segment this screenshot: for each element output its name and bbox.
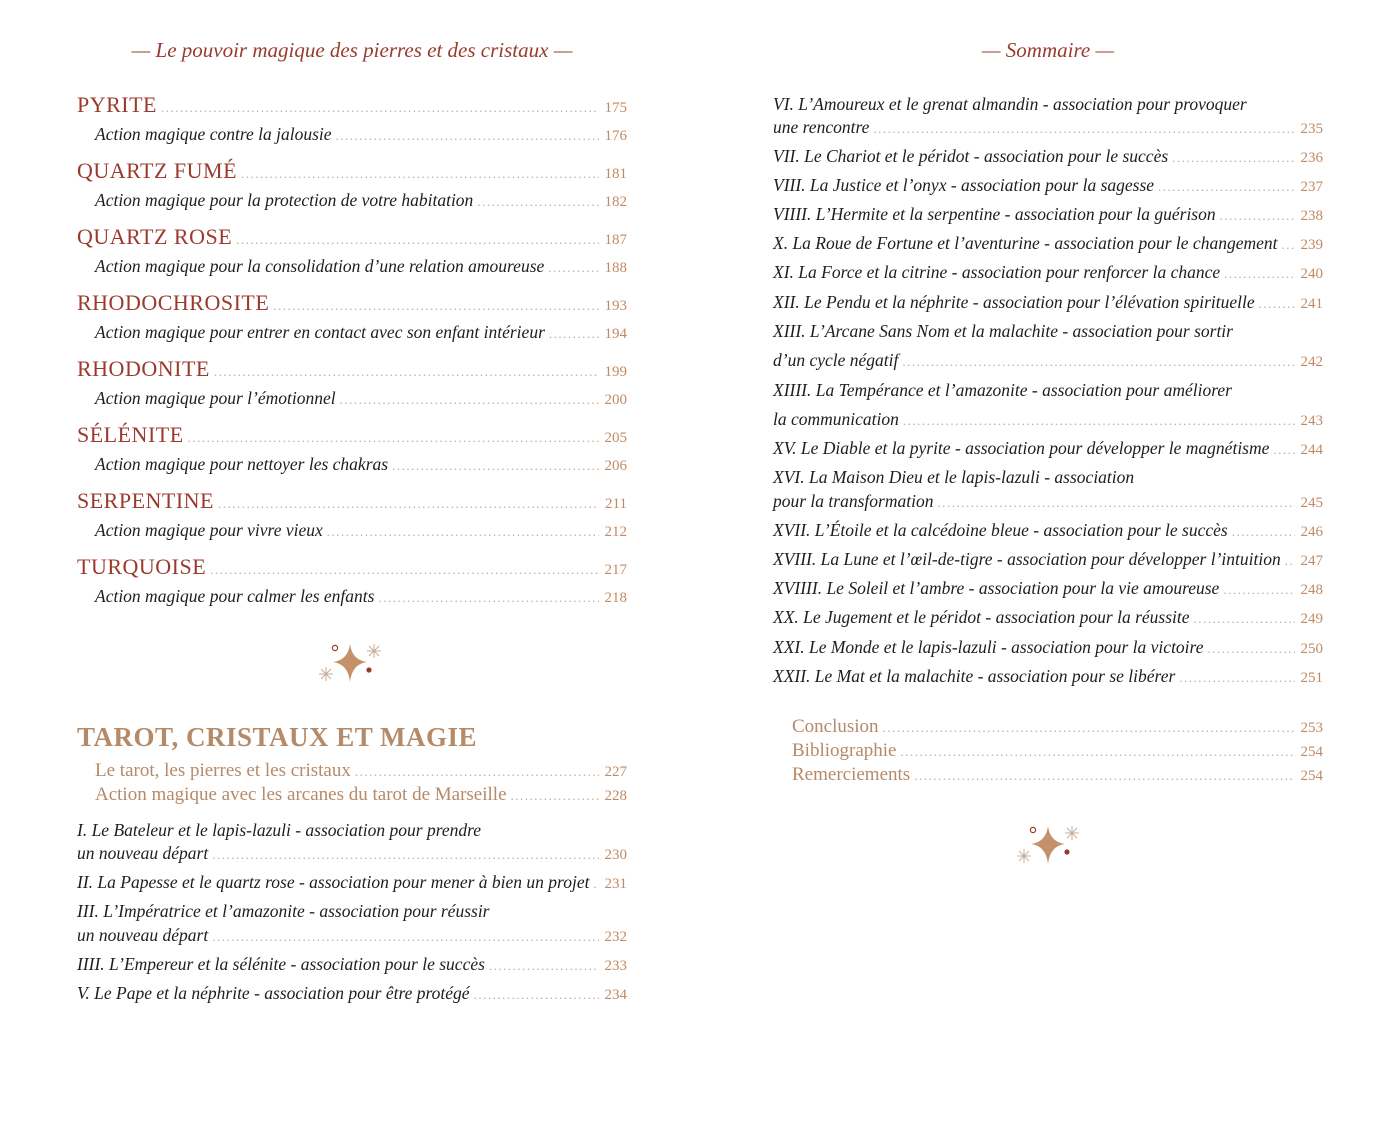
toc-entry-action[interactable]: Action magique pour vivre vieux ..... 212	[77, 520, 627, 541]
leader-dots	[489, 958, 599, 974]
leader-dots	[392, 458, 599, 474]
page-number: 247	[1300, 553, 1323, 569]
page-number: 245	[1300, 495, 1323, 511]
leader-dots	[477, 194, 599, 210]
toc-entry-stone[interactable]: TURQUOISE ..... 217	[77, 554, 627, 580]
toc-entry-arcana[interactable]: XI. La Force et la citrine - association pour renforcer la chance ..... 240	[773, 262, 1323, 283]
leader-dots	[1232, 524, 1295, 540]
page-number: 212	[604, 524, 627, 540]
toc-entry-arcana[interactable]: d’un cycle négatif ..... 242	[773, 350, 1323, 371]
page-number: 239	[1300, 237, 1323, 253]
toc-entry-arcana[interactable]: pour la transformation ..... 245	[773, 491, 1323, 512]
leader-dots	[1259, 296, 1295, 312]
leader-dots	[161, 100, 599, 116]
leader-dots	[327, 524, 599, 540]
page-number: 231	[604, 876, 627, 892]
toc-entry-arcana[interactable]: XX. Le Jugement et le péridot - association pour la réussite ..... 249	[773, 607, 1323, 628]
toc-entry-stone[interactable]: QUARTZ FUMÉ ..... 181	[77, 158, 627, 184]
page-number: 199	[604, 364, 627, 380]
leader-dots	[236, 232, 599, 248]
page-number: 218	[604, 590, 627, 606]
leader-dots	[210, 562, 599, 578]
toc-entry-intro[interactable]: Le tarot, les pierres et les cristaux ..... 227	[77, 760, 627, 782]
toc-entry-arcana[interactable]: un nouveau départ ..... 230	[77, 843, 627, 864]
toc-entry-conclusion[interactable]: Conclusion ..... 253	[773, 716, 1323, 738]
toc-entry-arcana-line1: XIII. L’Arcane Sans Nom et la malachite - association pour sortir	[773, 321, 1233, 341]
toc-entry-arcana[interactable]: IIII. L’Empereur et la sélénite - association pour le succès ..... 233	[77, 954, 627, 975]
toc-entry-action[interactable]: Action magique pour entrer en contact avec son enfant intérieur ..... 194	[77, 322, 627, 343]
toc-entry-action[interactable]: Action magique pour nettoyer les chakras ..... 206	[77, 454, 627, 475]
leader-dots	[1172, 150, 1295, 166]
leader-dots	[937, 495, 1295, 511]
toc-entry-arcana[interactable]: XXII. Le Mat et la malachite - association pour se libérer ..... 251	[773, 666, 1323, 687]
toc-entry-arcana-line1: I. Le Bateleur et le lapis-lazuli - association pour prendre	[77, 820, 482, 840]
leader-dots	[1285, 553, 1295, 569]
leader-dots	[1224, 266, 1295, 282]
page-number: 244	[1300, 442, 1323, 458]
page-number: 176	[604, 128, 627, 144]
toc-entry-arcana[interactable]: II. La Papesse et le quartz rose - association pour mener à bien un projet ..... 231	[77, 872, 627, 893]
leader-dots	[188, 430, 599, 446]
toc-entry-arcana[interactable]: XV. Le Diable et la pyrite - association pour développer le magnétisme ..... 244	[773, 438, 1323, 459]
page-number: 181	[604, 166, 627, 182]
leader-dots	[900, 744, 1295, 760]
page-number: 188	[604, 260, 627, 276]
toc-entry-stone[interactable]: SÉLÉNITE ..... 205	[77, 422, 627, 448]
sparkle-ornament-icon	[1015, 822, 1085, 870]
toc-entry-stone[interactable]: QUARTZ ROSE ..... 187	[77, 224, 627, 250]
leader-dots	[474, 987, 599, 1003]
page-number: 194	[604, 326, 627, 342]
toc-entry-arcana[interactable]: XII. Le Pendu et la néphrite - association pour l’élévation spirituelle ..... 241	[773, 292, 1323, 313]
toc-entry-arcana-line1: XIIII. La Tempérance et l’amazonite - association pour améliorer	[773, 380, 1232, 400]
toc-entry-arcana[interactable]: V. Le Pape et la néphrite - association pour être protégé ..... 234	[77, 983, 627, 1004]
leader-dots	[1194, 611, 1295, 627]
leader-dots	[212, 847, 599, 863]
section-title: TAROT, CRISTAUX ET MAGIE	[77, 722, 478, 752]
leader-dots	[336, 128, 599, 144]
leader-dots	[1207, 641, 1295, 657]
page-number: 246	[1300, 524, 1323, 540]
leader-dots	[1220, 208, 1295, 224]
leader-dots	[214, 364, 599, 380]
leader-dots	[883, 720, 1295, 736]
toc-entry-action[interactable]: Action magique pour la protection de votre habitation ..... 182	[77, 190, 627, 211]
leader-dots	[914, 768, 1295, 784]
page-number: 211	[605, 496, 627, 512]
toc-entry-action[interactable]: Action magique pour la consolidation d’une relation amoureuse ..... 188	[77, 256, 627, 277]
leader-dots	[1223, 582, 1295, 598]
toc-entry-arcana[interactable]: XVIIII. Le Soleil et l’ambre - association pour la vie amoureuse ..... 248	[773, 578, 1323, 599]
toc-entry-arcana-line1: VI. L’Amoureux et le grenat almandin - association pour provoquer	[773, 94, 1247, 114]
page-number: 251	[1300, 670, 1323, 686]
toc-entry-arcana[interactable]: un nouveau départ ..... 232	[77, 925, 627, 946]
page-number: 241	[1300, 296, 1323, 312]
leader-dots	[1273, 442, 1295, 458]
page-number: 205	[604, 430, 627, 446]
toc-entry-stone[interactable]: RHODONITE ..... 199	[77, 356, 627, 382]
page-number: 175	[604, 100, 627, 116]
running-head: — Le pouvoir magique des pierres et des cristaux —	[131, 38, 573, 62]
page-number: 200	[604, 392, 627, 408]
leader-dots	[340, 392, 599, 408]
toc-entry-arcana[interactable]: XVII. L’Étoile et la calcédoine bleue - association pour le succès ..... 246	[773, 520, 1323, 541]
page-number: 254	[1300, 768, 1323, 784]
leader-dots	[1281, 237, 1295, 253]
leader-dots	[1158, 179, 1295, 195]
page-number: 187	[604, 232, 627, 248]
page-number: 254	[1300, 744, 1323, 760]
leader-dots	[548, 260, 599, 276]
leader-dots	[511, 788, 600, 804]
toc-entry-bibliographie[interactable]: Bibliographie ..... 254	[773, 740, 1323, 762]
page-number: 253	[1300, 720, 1323, 736]
leader-dots	[902, 354, 1295, 370]
page-number: 233	[604, 958, 627, 974]
sparkle-ornament-icon	[317, 640, 387, 688]
toc-entry-arcana[interactable]: VIII. La Justice et l’onyx - association pour la sagesse ..... 237	[773, 175, 1323, 196]
leader-dots	[593, 876, 599, 892]
toc-entry-arcana[interactable]: la communication ..... 243	[773, 409, 1323, 430]
toc-entry-arcana[interactable]: VIIII. L’Hermite et la serpentine - association pour la guérison ..... 238	[773, 204, 1323, 225]
page-number: 250	[1300, 641, 1323, 657]
page-number: 248	[1300, 582, 1323, 598]
leader-dots	[549, 326, 599, 342]
page-number: 227	[604, 764, 627, 780]
leader-dots	[873, 121, 1295, 137]
page-number: 236	[1300, 150, 1323, 166]
page-number: 234	[604, 987, 627, 1003]
toc-entry-arcana[interactable]: X. La Roue de Fortune et l’aventurine - association pour le changement ..... 239	[773, 233, 1323, 254]
page-number: 228	[604, 788, 627, 804]
page-number: 249	[1300, 611, 1323, 627]
toc-entry-remerciements[interactable]: Remerciements ..... 254	[773, 764, 1323, 786]
page-number: 235	[1300, 121, 1323, 137]
leader-dots	[903, 413, 1295, 429]
toc-entry-arcana-line1: III. L’Impératrice et l’amazonite - association pour réussir	[77, 901, 490, 921]
leader-dots	[241, 166, 599, 182]
toc-entry-arcana[interactable]: une rencontre ..... 235	[773, 117, 1323, 138]
leader-dots	[218, 496, 599, 512]
page-number: 232	[604, 929, 627, 945]
page-number: 206	[604, 458, 627, 474]
running-head: — Sommaire —	[981, 38, 1115, 62]
toc-entry-arcana[interactable]: XVIII. La Lune et l’œil-de-tigre - association pour développer l’intuition ..... 247	[773, 549, 1323, 570]
toc-entry-stone[interactable]: RHODOCHROSITE ..... 193	[77, 290, 627, 316]
toc-entry-arcana-line1: XVI. La Maison Dieu et le lapis-lazuli - association	[773, 467, 1135, 487]
toc-entry-arcana[interactable]: XXI. Le Monde et le lapis-lazuli - association pour la victoire ..... 250	[773, 637, 1323, 658]
leader-dots	[273, 298, 599, 314]
toc-entry-action[interactable]: Action magique contre la jalousie ..... 176	[77, 124, 627, 145]
page-number: 237	[1300, 179, 1323, 195]
leader-dots	[1179, 670, 1295, 686]
page-number: 242	[1300, 354, 1323, 370]
page-number: 182	[604, 194, 627, 210]
toc-entry-stone[interactable]: SERPENTINE ..... 211	[77, 488, 627, 514]
page-number: 238	[1300, 208, 1323, 224]
toc-entry-intro[interactable]: Action magique avec les arcanes du tarot de Marseille ..... 228	[77, 784, 627, 806]
toc-entry-action[interactable]: Action magique pour calmer les enfants ..... 218	[77, 586, 627, 607]
page-number: 193	[604, 298, 627, 314]
page-number: 240	[1300, 266, 1323, 282]
page-number: 230	[604, 847, 627, 863]
page-number: 243	[1300, 413, 1323, 429]
toc-entry-arcana[interactable]: VII. Le Chariot et le péridot - association pour le succès ..... 236	[773, 146, 1323, 167]
leader-dots	[212, 929, 599, 945]
toc-entry-action[interactable]: Action magique pour l’émotionnel ..... 200	[77, 388, 627, 409]
leader-dots	[378, 590, 599, 606]
leader-dots	[355, 764, 599, 780]
page-number: 217	[604, 562, 627, 578]
toc-entry-stone[interactable]: PYRITE ..... 175	[77, 92, 627, 118]
